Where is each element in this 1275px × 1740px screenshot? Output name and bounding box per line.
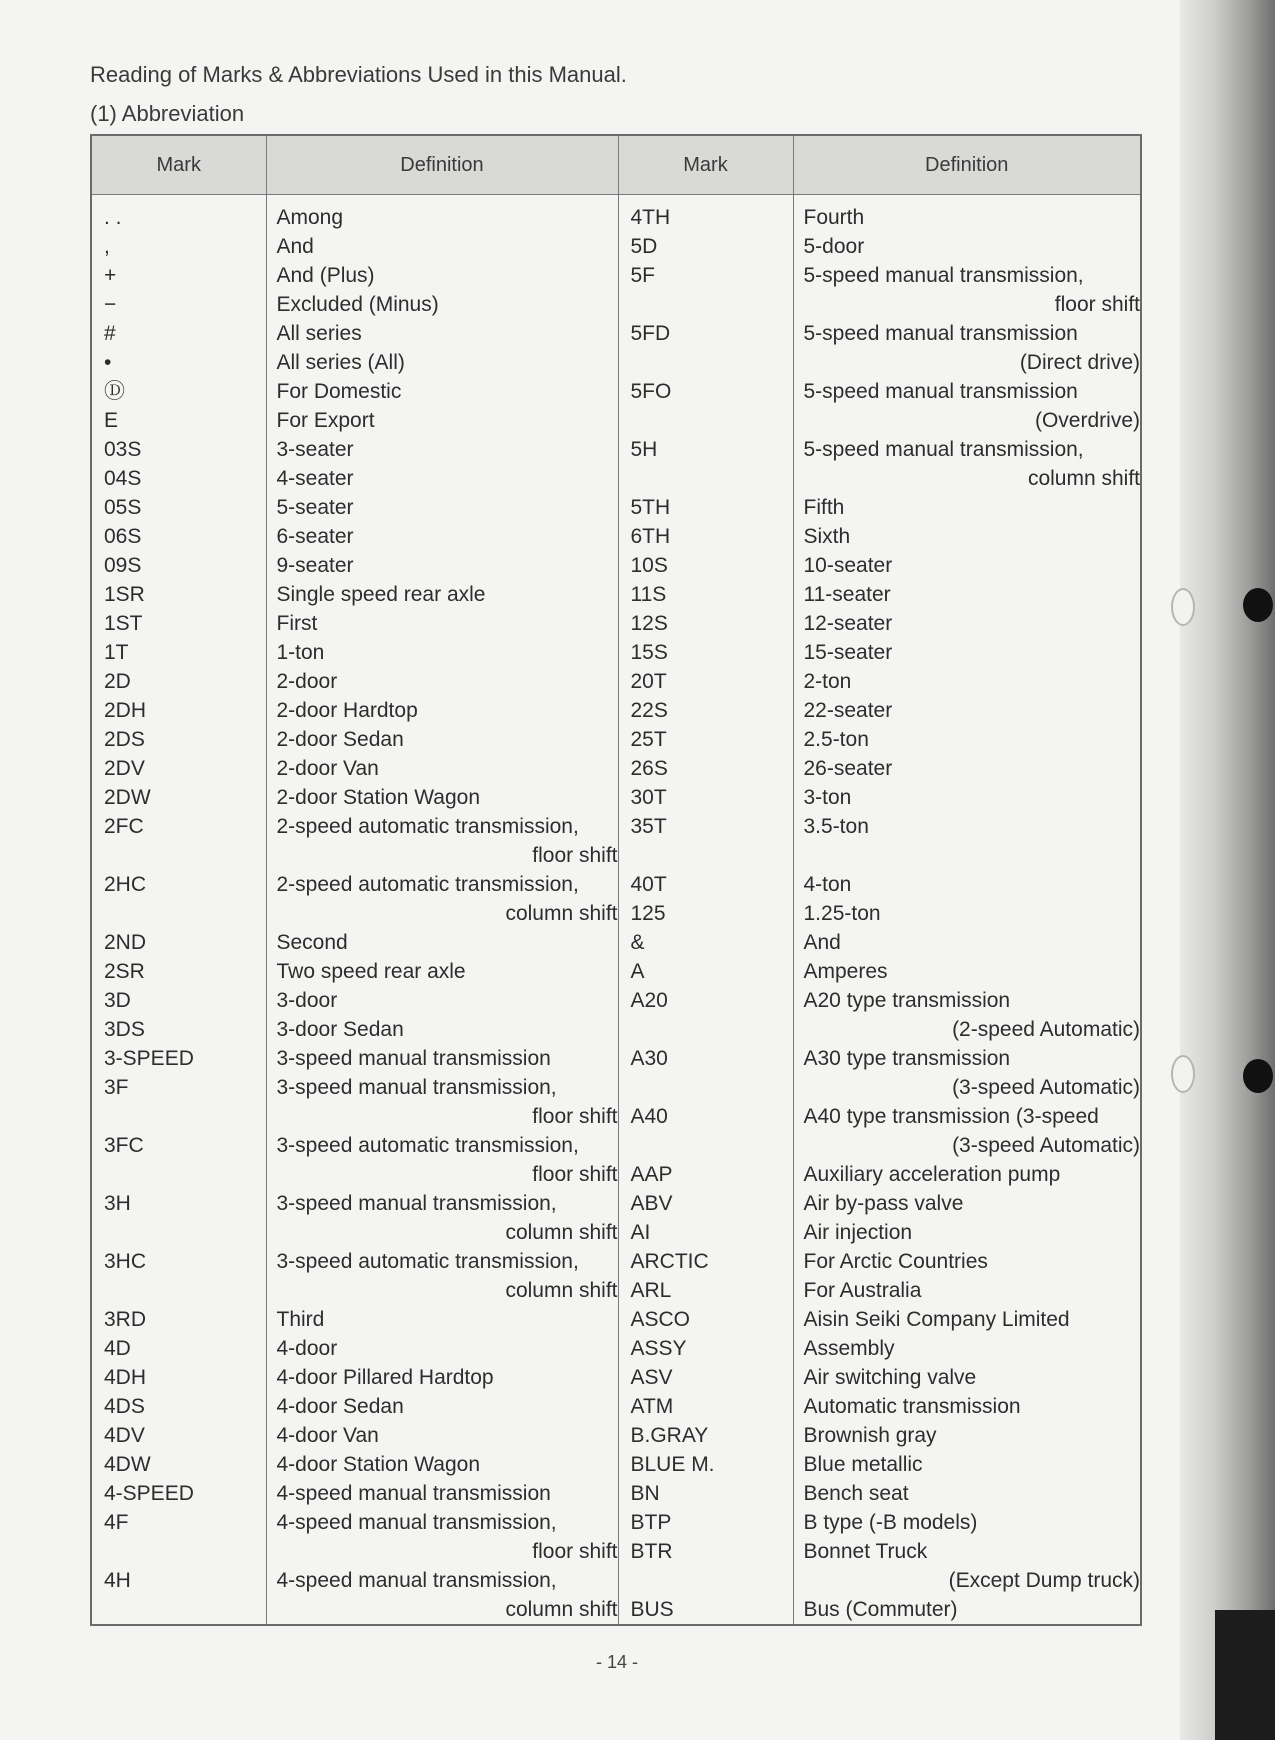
mark-cell (91, 1537, 266, 1566)
mark-cell: Ⓓ (91, 377, 266, 406)
binder-hole-dot (1243, 1059, 1273, 1093)
definition-cell: A20 type transmission (793, 986, 1141, 1015)
definition-cell: 4-ton (793, 870, 1141, 899)
table-row (91, 754, 1141, 783)
table-row (91, 551, 1141, 580)
mark-cell: AI (618, 1218, 793, 1247)
definition-cell: 5-door (793, 232, 1141, 261)
table-row (91, 580, 1141, 609)
mark-cell: A (618, 957, 793, 986)
mark-cell: A20 (618, 986, 793, 1015)
definition-cell: 5-speed manual transmission (793, 319, 1141, 348)
mark-cell: 2SR (91, 957, 266, 986)
mark-cell: 09S (91, 551, 266, 580)
mark-cell: − (91, 290, 266, 319)
definition-cell: (Except Dump truck) (793, 1566, 1141, 1595)
table-row (91, 928, 1141, 957)
definition-cell: 2-door Hardtop (266, 696, 618, 725)
mark-cell: 1SR (91, 580, 266, 609)
definition-cell: B type (-B models) (793, 1508, 1141, 1537)
table-row (91, 1218, 1141, 1247)
definition-cell: Assembly (793, 1334, 1141, 1363)
definition-cell: Third (266, 1305, 618, 1334)
mark-cell (91, 1160, 266, 1189)
definition-cell: 2-door Sedan (266, 725, 618, 754)
definition-cell: 5-speed manual transmission, (793, 435, 1141, 464)
mark-cell: 12S (618, 609, 793, 638)
table-row (91, 1247, 1141, 1276)
mark-cell: 20T (618, 667, 793, 696)
definition-cell: 3-speed manual transmission, (266, 1073, 618, 1102)
mark-cell: 03S (91, 435, 266, 464)
mark-cell: 5D (618, 232, 793, 261)
mark-cell: , (91, 232, 266, 261)
definition-cell: Air switching valve (793, 1363, 1141, 1392)
table-row (91, 1421, 1141, 1450)
section-subheading: (1) Abbreviation (90, 101, 245, 126)
table-header-row (91, 135, 1141, 195)
mark-cell: A30 (618, 1044, 793, 1073)
table-row (91, 1595, 1141, 1625)
column-header: Mark (91, 135, 266, 195)
definition-cell: 3-door (266, 986, 618, 1015)
definition-cell: Amperes (793, 957, 1141, 986)
table-row (91, 232, 1141, 261)
table-row (91, 1276, 1141, 1305)
mark-cell: 3D (91, 986, 266, 1015)
table-row (91, 1189, 1141, 1218)
definition-cell: 4-door (266, 1334, 618, 1363)
mark-cell: ARL (618, 1276, 793, 1305)
mark-cell: ASCO (618, 1305, 793, 1334)
mark-cell: 1ST (91, 609, 266, 638)
definition-cell: Fourth (793, 195, 1141, 233)
table-row (91, 841, 1141, 870)
definition-cell: Automatic transmission (793, 1392, 1141, 1421)
definition-cell: 4-door Pillared Hardtop (266, 1363, 618, 1392)
mark-cell: & (618, 928, 793, 957)
mark-cell (618, 841, 793, 870)
definition-cell: column shift (266, 899, 618, 928)
mark-cell: 4-SPEED (91, 1479, 266, 1508)
definition-cell: 4-door Station Wagon (266, 1450, 618, 1479)
definition-cell: floor shift (266, 1102, 618, 1131)
definition-cell: Air injection (793, 1218, 1141, 1247)
definition-cell: Among (266, 195, 618, 233)
table-row (91, 609, 1141, 638)
definition-cell: Excluded (Minus) (266, 290, 618, 319)
definition-cell: 5-speed manual transmission, (793, 261, 1141, 290)
definition-cell: 4-speed manual transmission, (266, 1508, 618, 1537)
mark-cell: 10S (618, 551, 793, 580)
mark-cell (91, 899, 266, 928)
definition-cell: Bus (Commuter) (793, 1595, 1141, 1625)
column-header: Definition (793, 135, 1141, 195)
table-row (91, 1044, 1141, 1073)
mark-cell (91, 1218, 266, 1247)
definition-cell: 4-door Van (266, 1421, 618, 1450)
table-row (91, 1450, 1141, 1479)
definition-cell: column shift (266, 1218, 618, 1247)
mark-cell (618, 464, 793, 493)
mark-cell: 2DV (91, 754, 266, 783)
definition-cell: 1.25-ton (793, 899, 1141, 928)
definition-cell: 11-seater (793, 580, 1141, 609)
definition-cell: First (266, 609, 618, 638)
table-row (91, 1102, 1141, 1131)
definition-cell: floor shift (266, 841, 618, 870)
definition-cell: 3.5-ton (793, 812, 1141, 841)
mark-cell (91, 1276, 266, 1305)
mark-cell: 2DW (91, 783, 266, 812)
definition-cell: Two speed rear axle (266, 957, 618, 986)
binder-hole-dot (1243, 588, 1273, 622)
mark-cell: 05S (91, 493, 266, 522)
mark-cell: 4TH (618, 195, 793, 233)
definition-cell: 4-door Sedan (266, 1392, 618, 1421)
mark-cell: + (91, 261, 266, 290)
table-row (91, 1334, 1141, 1363)
mark-cell: B.GRAY (618, 1421, 793, 1450)
definition-cell: column shift (793, 464, 1141, 493)
mark-cell: 3-SPEED (91, 1044, 266, 1073)
definition-cell: Fifth (793, 493, 1141, 522)
definition-cell: Aisin Seiki Company Limited (793, 1305, 1141, 1334)
table-row (91, 1566, 1141, 1595)
definition-cell: 3-door Sedan (266, 1015, 618, 1044)
mark-cell: 5TH (618, 493, 793, 522)
mark-cell: 25T (618, 725, 793, 754)
table-body (91, 195, 1141, 1626)
mark-cell (618, 1131, 793, 1160)
table-row (91, 1479, 1141, 1508)
page-edge-shadow (1180, 0, 1275, 1740)
definition-cell: (3-speed Automatic) (793, 1073, 1141, 1102)
table-row (91, 522, 1141, 551)
table-row (91, 812, 1141, 841)
definition-cell: (Direct drive) (793, 348, 1141, 377)
table-row (91, 1015, 1141, 1044)
definition-cell: For Australia (793, 1276, 1141, 1305)
mark-cell: BUS (618, 1595, 793, 1625)
table-row (91, 1073, 1141, 1102)
mark-cell (91, 841, 266, 870)
mark-cell: 06S (91, 522, 266, 551)
definition-cell: All series (266, 319, 618, 348)
mark-cell: 11S (618, 580, 793, 609)
mark-cell: BN (618, 1479, 793, 1508)
mark-cell: 3DS (91, 1015, 266, 1044)
mark-cell: 5H (618, 435, 793, 464)
definition-cell: floor shift (266, 1537, 618, 1566)
mark-cell: 22S (618, 696, 793, 725)
definition-cell: 3-ton (793, 783, 1141, 812)
mark-cell: 1T (91, 638, 266, 667)
mark-cell: ATM (618, 1392, 793, 1421)
mark-cell: ABV (618, 1189, 793, 1218)
table-row (91, 696, 1141, 725)
definition-cell: (3-speed Automatic) (793, 1131, 1141, 1160)
mark-cell (618, 290, 793, 319)
definition-cell: column shift (266, 1276, 618, 1305)
mark-cell: 2DH (91, 696, 266, 725)
table-row (91, 638, 1141, 667)
definition-cell: floor shift (266, 1160, 618, 1189)
definition-cell: For Arctic Countries (793, 1247, 1141, 1276)
mark-cell: ASSY (618, 1334, 793, 1363)
table-row (91, 377, 1141, 406)
definition-cell: Brownish gray (793, 1421, 1141, 1450)
mark-cell: 2HC (91, 870, 266, 899)
definition-cell: 3-speed automatic transmission, (266, 1131, 618, 1160)
mark-cell: 40T (618, 870, 793, 899)
table-row (91, 290, 1141, 319)
table-row (91, 986, 1141, 1015)
definition-cell: 6-seater (266, 522, 618, 551)
definition-cell: Single speed rear axle (266, 580, 618, 609)
definition-cell: 2-ton (793, 667, 1141, 696)
mark-cell: # (91, 319, 266, 348)
definition-cell: And (Plus) (266, 261, 618, 290)
mark-cell: ASV (618, 1363, 793, 1392)
abbreviation-table (90, 134, 1142, 1626)
mark-cell: 4D (91, 1334, 266, 1363)
mark-cell: 5FD (618, 319, 793, 348)
mark-cell: BTR (618, 1537, 793, 1566)
definition-cell: 3-seater (266, 435, 618, 464)
binder-hole (1171, 588, 1195, 626)
definition-cell: 4-speed manual transmission, (266, 1566, 618, 1595)
definition-cell: 15-seater (793, 638, 1141, 667)
mark-cell: A40 (618, 1102, 793, 1131)
mark-cell: 04S (91, 464, 266, 493)
definition-cell: Air by-pass valve (793, 1189, 1141, 1218)
table-row (91, 899, 1141, 928)
column-header: Definition (266, 135, 618, 195)
definition-cell: 4-speed manual transmission (266, 1479, 618, 1508)
mark-cell: 35T (618, 812, 793, 841)
table-row (91, 348, 1141, 377)
mark-cell: AAP (618, 1160, 793, 1189)
definition-cell: 10-seater (793, 551, 1141, 580)
mark-cell: • (91, 348, 266, 377)
mark-cell: 3H (91, 1189, 266, 1218)
mark-cell: 5FO (618, 377, 793, 406)
definition-cell: 5-seater (266, 493, 618, 522)
definition-cell: 12-seater (793, 609, 1141, 638)
table-row (91, 1305, 1141, 1334)
table-row (91, 783, 1141, 812)
mark-cell: 4DW (91, 1450, 266, 1479)
table-row (91, 870, 1141, 899)
definition-cell: Bench seat (793, 1479, 1141, 1508)
definition-cell: A30 type transmission (793, 1044, 1141, 1073)
page-number: - 14 - (596, 1652, 639, 1672)
definition-cell: Second (266, 928, 618, 957)
definition-cell: 2-door (266, 667, 618, 696)
table-row (91, 406, 1141, 435)
definition-cell: 4-seater (266, 464, 618, 493)
definition-cell: 22-seater (793, 696, 1141, 725)
mark-cell: 2ND (91, 928, 266, 957)
mark-cell: E (91, 406, 266, 435)
page-heading: Reading of Marks & Abbreviations Used in this Manual. (90, 62, 627, 87)
binder-hole (1171, 1055, 1195, 1093)
table-row (91, 1160, 1141, 1189)
mark-cell: BTP (618, 1508, 793, 1537)
mark-cell (618, 348, 793, 377)
definition-cell: 26-seater (793, 754, 1141, 783)
table-row (91, 493, 1141, 522)
table-row (91, 1537, 1141, 1566)
definition-cell: Bonnet Truck (793, 1537, 1141, 1566)
mark-cell (91, 1595, 266, 1625)
scanner-corner (1215, 1610, 1275, 1740)
definition-cell: 2.5-ton (793, 725, 1141, 754)
table-row (91, 1131, 1141, 1160)
definition-cell: 9-seater (266, 551, 618, 580)
table-row (91, 667, 1141, 696)
definition-cell: floor shift (793, 290, 1141, 319)
definition-cell: (Overdrive) (793, 406, 1141, 435)
mark-cell: ARCTIC (618, 1247, 793, 1276)
mark-cell: 2FC (91, 812, 266, 841)
definition-cell: And (266, 232, 618, 261)
mark-cell (618, 1073, 793, 1102)
mark-cell: 6TH (618, 522, 793, 551)
mark-cell: 15S (618, 638, 793, 667)
definition-cell: A40 type transmission (3-speed (793, 1102, 1141, 1131)
mark-cell: 4DV (91, 1421, 266, 1450)
definition-cell: Auxiliary acceleration pump (793, 1160, 1141, 1189)
definition-cell: All series (All) (266, 348, 618, 377)
mark-cell: 26S (618, 754, 793, 783)
definition-cell: For Export (266, 406, 618, 435)
definition-cell: 2-speed automatic transmission, (266, 812, 618, 841)
mark-cell: 3FC (91, 1131, 266, 1160)
table-row (91, 1363, 1141, 1392)
table-row (91, 261, 1141, 290)
table-row (91, 1508, 1141, 1537)
mark-cell (91, 1102, 266, 1131)
definition-cell: (2-speed Automatic) (793, 1015, 1141, 1044)
definition-cell: 3-speed manual transmission, (266, 1189, 618, 1218)
mark-cell (618, 1015, 793, 1044)
table-row (91, 464, 1141, 493)
mark-cell: 3F (91, 1073, 266, 1102)
mark-cell: 2DS (91, 725, 266, 754)
column-header: Mark (618, 135, 793, 195)
mark-cell (618, 406, 793, 435)
mark-cell: 3RD (91, 1305, 266, 1334)
definition-cell: For Domestic (266, 377, 618, 406)
definition-cell: Sixth (793, 522, 1141, 551)
mark-cell: 4DH (91, 1363, 266, 1392)
definition-cell: And (793, 928, 1141, 957)
mark-cell: 4F (91, 1508, 266, 1537)
table-row (91, 725, 1141, 754)
definition-cell: column shift (266, 1595, 618, 1625)
table-row (91, 319, 1141, 348)
table-row (91, 435, 1141, 464)
mark-cell: 125 (618, 899, 793, 928)
mark-cell: 3HC (91, 1247, 266, 1276)
mark-cell: 4H (91, 1566, 266, 1595)
table-row (91, 957, 1141, 986)
table-row (91, 1392, 1141, 1421)
definition-cell: 2-speed automatic transmission, (266, 870, 618, 899)
definition-cell: 5-speed manual transmission (793, 377, 1141, 406)
mark-cell: 4DS (91, 1392, 266, 1421)
mark-cell (618, 1566, 793, 1595)
definition-cell: 2-door Station Wagon (266, 783, 618, 812)
definition-cell: 3-speed automatic transmission, (266, 1247, 618, 1276)
mark-cell: 30T (618, 783, 793, 812)
definition-cell: 2-door Van (266, 754, 618, 783)
definition-cell (793, 841, 1141, 870)
mark-cell: BLUE M. (618, 1450, 793, 1479)
mark-cell: 2D (91, 667, 266, 696)
definition-cell: 3-speed manual transmission (266, 1044, 618, 1073)
table-row (91, 195, 1141, 233)
mark-cell: . . (91, 195, 266, 233)
mark-cell: 5F (618, 261, 793, 290)
definition-cell: Blue metallic (793, 1450, 1141, 1479)
definition-cell: 1-ton (266, 638, 618, 667)
